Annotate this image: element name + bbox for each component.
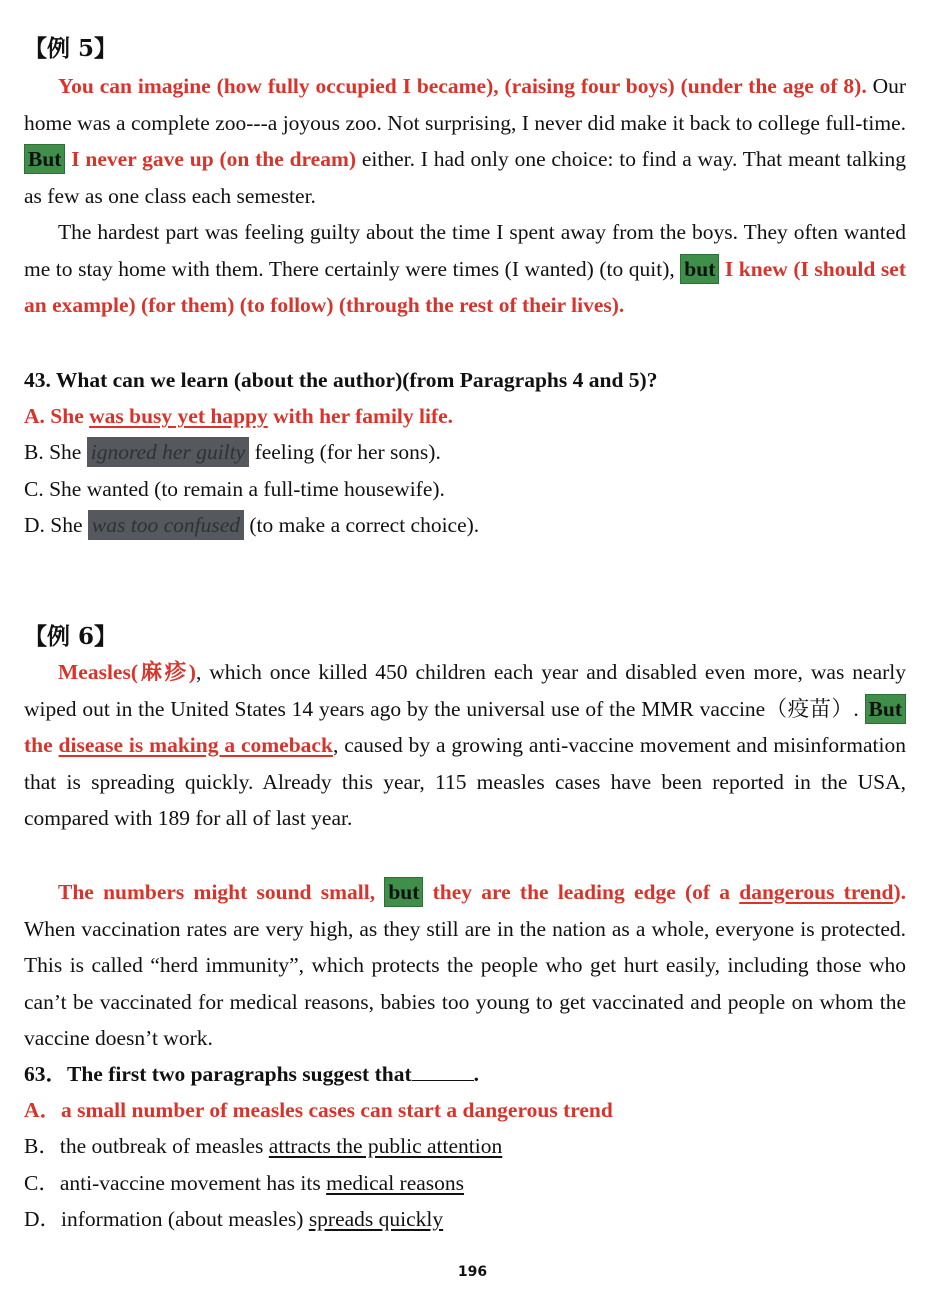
example-6-heading: 【例 6】 (24, 623, 118, 650)
question-text: . (473, 1062, 479, 1086)
body-text: Our home was a complete zoo---a joyous zoo. Not surprising, I never did make it back to college full-time. (24, 74, 907, 135)
body-text: , caused by a growing anti-vaccine movement and misinformation that is spreading quickly. Already this year, 115 measles cases have been reported in the USA, compared with 189 for all of last year. (24, 733, 906, 830)
key-sentence: they are the leading edge (of a (423, 880, 740, 904)
conjunction-highlight: But (865, 694, 906, 724)
option-a-43 (24, 398, 453, 434)
body-text: When vaccination rates are very high, as they still are in the nation as a whole, everyone is protected. This is called “herd immunity”, which protects the people who get hurt easily, including those who can’t be vaccinated for medical reasons, babies too young to get vaccinated and people on whom the vaccine doesn’t work. (24, 916, 906, 1050)
underlined-phrase: was busy yet happy (89, 404, 268, 428)
option-text: B．the outbreak of measles (24, 1134, 269, 1158)
page-number: 196 (457, 1264, 488, 1280)
example-5-paragraph-1 (24, 68, 906, 214)
body-text: either. I had only one choice: to find a way. That meant talking as few as one class each semester. (24, 147, 906, 208)
example-5-paragraph-2 (24, 214, 906, 324)
key-sentence: I knew (I should set an example) (for them) (to follow) (through the rest of their lives). (24, 256, 906, 317)
conjunction-highlight: But (24, 144, 65, 174)
option-text: A. She (24, 404, 90, 428)
option-text: (to make a correct choice). (244, 513, 480, 537)
option-text: with her family life. (267, 404, 454, 428)
distractor-highlight: ignored her guilty (87, 437, 249, 467)
option-b-43 (24, 434, 441, 470)
key-sentence: the (24, 733, 59, 757)
answer-blank (412, 1062, 474, 1081)
option-d-63 (24, 1201, 443, 1237)
body-text: The hardest part was feeling guilty about the time I spent away from the boys. They often wanted me to stay home with them. There certainly were times (I wanted) (to quit), (24, 220, 906, 281)
question-63 (24, 1056, 479, 1092)
option-a-63: A．a small number of measles cases can start a dangerous trend (24, 1098, 613, 1122)
option-text: D. She (24, 513, 88, 537)
key-sentence: I never gave up (on the dream) (65, 147, 357, 171)
key-sentence: ). (893, 880, 906, 904)
option-text: feeling (for her sons). (249, 440, 441, 464)
question-text: 63．The first two paragraphs suggest that (24, 1062, 412, 1086)
key-sentence: You can imagine (how fully occupied I became), (raising four boys) (under the age of 8). (58, 74, 867, 98)
option-text: D．information (about measles) (24, 1207, 309, 1231)
option-d-43 (24, 507, 479, 543)
option-text: C．anti-vaccine movement has its (24, 1171, 327, 1195)
underlined-phrase: dangerous trend (739, 880, 894, 904)
key-sentence: The numbers might sound small, (58, 880, 376, 904)
option-c-63 (24, 1165, 464, 1201)
example-5-heading: 【例 5】 (24, 35, 118, 62)
conjunction-highlight: but (680, 254, 719, 284)
option-b-63 (24, 1128, 502, 1164)
underlined-phrase: medical reasons (326, 1171, 465, 1195)
key-term: Measles(麻疹) (58, 660, 196, 684)
underlined-phrase: disease is making a comeback (58, 733, 333, 757)
underlined-phrase: spreads quickly (308, 1207, 444, 1231)
option-text: B. She (24, 440, 87, 464)
question-43: 43. What can we learn (about the author)(from Paragraphs 4 and 5)? (24, 368, 658, 392)
option-c-43: C. She wanted (to remain a full-time housewife). (24, 477, 445, 501)
space (375, 880, 384, 904)
body-text: , which once killed 450 children each year and disabled even more, was nearly wiped out in the United States 14 years ago by the universal use of the MMR vaccine（疫苗）. (24, 660, 907, 721)
distractor-highlight: was too confused (88, 510, 244, 540)
example-6-paragraph-1 (24, 654, 906, 837)
example-6-paragraph-2 (24, 874, 906, 1057)
underlined-phrase: attracts the public attention (268, 1134, 503, 1158)
conjunction-highlight: but (384, 877, 423, 907)
